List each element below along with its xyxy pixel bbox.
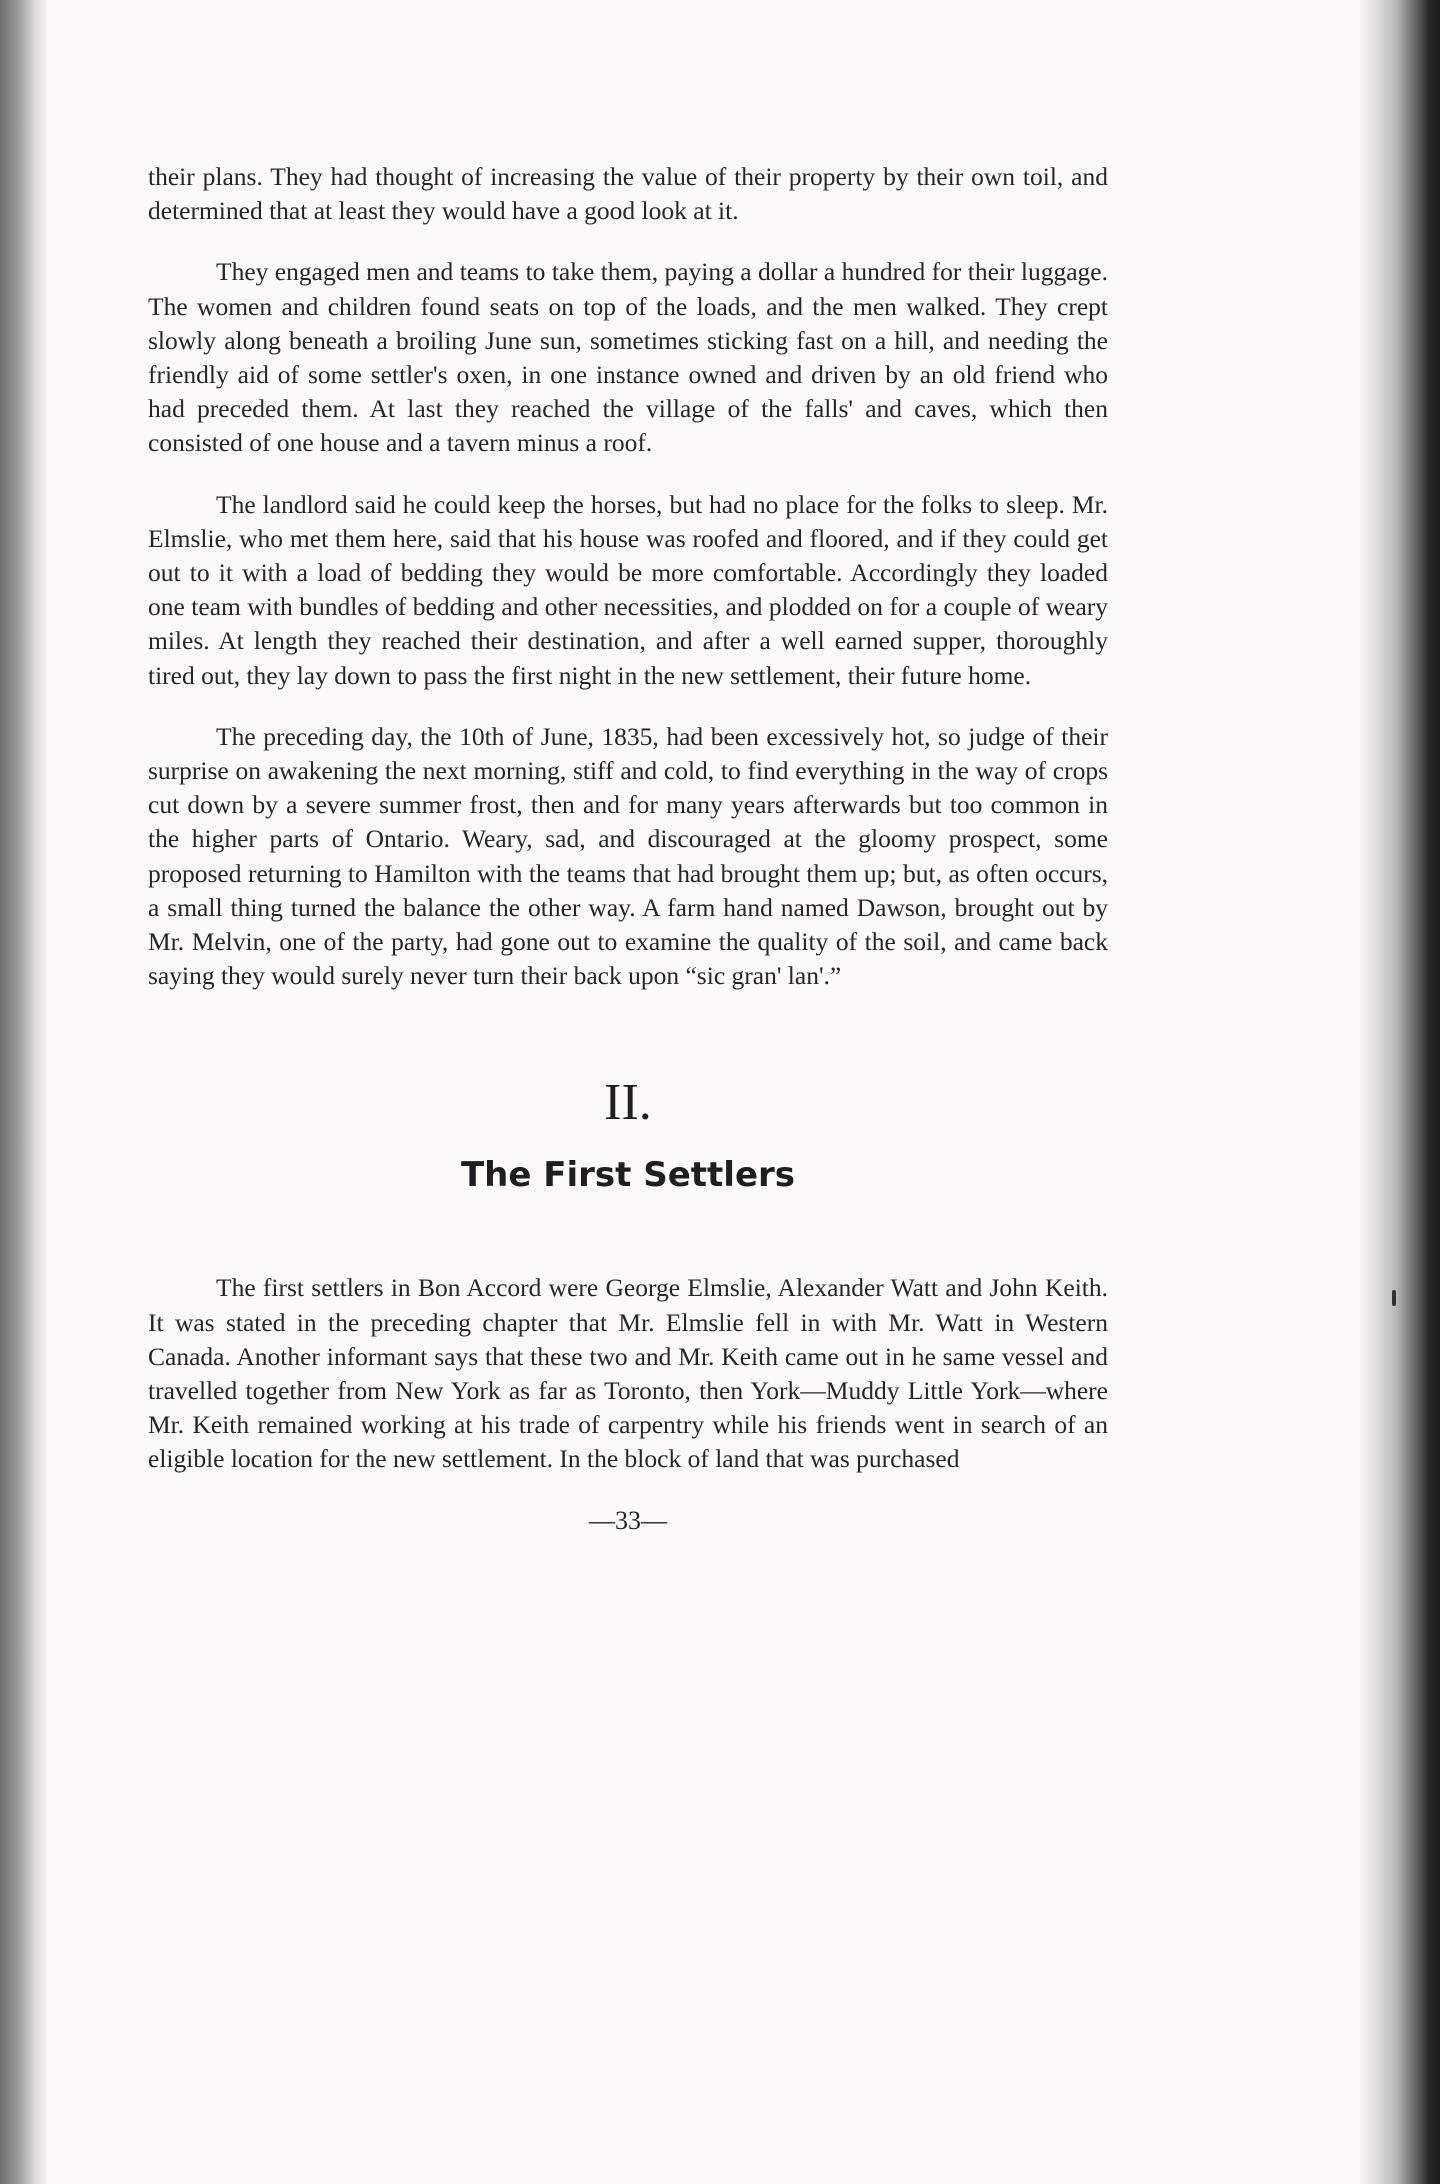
chapter-number: II. xyxy=(604,1074,652,1132)
book-spine-edge xyxy=(1360,0,1440,2184)
spine-mark xyxy=(1392,1290,1396,1306)
page-content xyxy=(148,160,1108,1538)
paragraph-first-settlers: The first settlers in Bon Accord were George Elmslie, Alexander Watt and John Keith. It was stated in the preceding chapter that Mr. Elmslie fell in with Mr. Watt in Western Canada. Another informant says that these two and Mr. Keith came out in he same vessel and travelled together from New York as far as Toronto, then York—Muddy Little York—where Mr. Keith remained working at his trade of carpentry while his friends went in search of an eligible location for the new settlement. In the block of land that was purchased xyxy=(148,1273,1108,1474)
paragraph-continued: their plans. They had thought of increasing the value of their property by their own toil, and determined that at least they would have a good look at it. xyxy=(148,162,1108,226)
paragraph-frost: The preceding day, the 10th of June, 1835, had been excessively hot, so judge of their surprise on awakening the next morning, stiff and cold, to find everything in the way of crops cut down by a severe summer frost, then and for many years afterwards but too common in the higher parts of Ontario. Weary, sad, and discouraged at the gloomy prospect, some proposed returning to Hamilton with the teams that had brought them up; but, as often occurs, a small thing turned the balance the other way. A farm hand named Dawson, brought out by Mr. Melvin, one of the party, had gone out to examine the quality of the soil, and came back saying they would surely never turn their back upon “sic gran' lan'.” xyxy=(148,721,1108,991)
left-page-edge xyxy=(0,0,46,2184)
chapter-title: The First Settlers xyxy=(460,1155,796,1196)
page-number: —33— xyxy=(589,1505,667,1535)
paragraph-landlord: The landlord said he could keep the horses, but had no place for the folks to sleep. Mr. Elmslie, who met them here, said that his house was roofed and floored, and if they could get out to it with a load of bedding they would be more comfortable. Accordingly they loaded one team with bundles of bedding and other necessities, and plodded on for a couple of weary miles. At length they reached their destination, and after a well earned supper, thoroughly tired out, they lay down to pass the first night in the new settlement, their future home. xyxy=(148,489,1108,690)
paragraph-journey: They engaged men and teams to take them, paying a dollar a hundred for their luggage. The women and children found seats on top of the loads, and the men walked. They crept slowly along beneath a broiling June sun, sometimes sticking fast on a hill, and needing the friendly aid of some settler's oxen, in one instance owned and driven by an old friend who had preceded them. At last they reached the village of the falls' and caves, which then consisted of one house and a tavern minus a roof. xyxy=(148,257,1108,458)
